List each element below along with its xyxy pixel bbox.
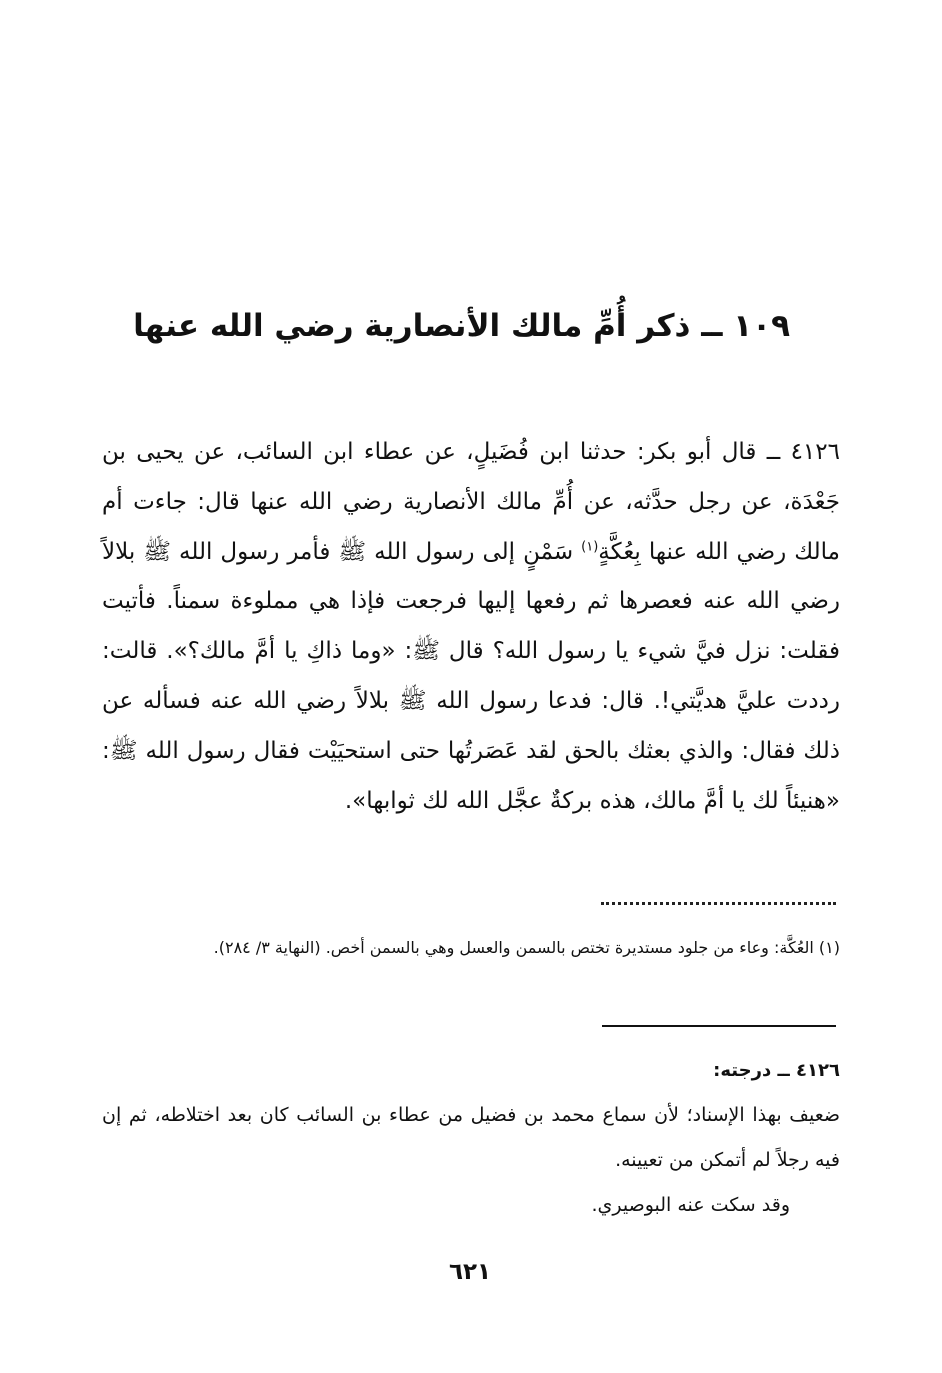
grading-heading: ٤١٢٦ ــ درجته: [713, 1060, 840, 1081]
footnote [102, 930, 840, 966]
grading-separator-line [602, 1025, 836, 1027]
grading-section [102, 1048, 840, 1228]
hadith-text-part1: ٤١٢٦ ــ قال أبو بكر: حدثنا ابن فُضَيلٍ، عن عطاء ابن السائب، عن يحيى بن جَعْدَة، عن رجل حدَّثه، عن أُمِّ مالك الأنصارية رضي الله عنها قال: جاءت أم مالك رضي الله عنها بِعُكَّةٍ [102, 439, 840, 565]
grading-note: وقد سكت عنه البوصيري. [591, 1194, 790, 1216]
footnote-reference[interactable]: (١) [581, 538, 599, 554]
footnote-separator-dotted [601, 902, 836, 905]
hadith-paragraph [102, 428, 840, 826]
hadith-text [102, 428, 840, 826]
chapter-title: ١٠٩ ــ ذكر أُمِّ مالك الأنصارية رضي الله عنها [133, 308, 790, 344]
footnote-text: (١) العُكَّة: وعاء من جلود مستديرة تختص بالسمن والعسل وهي بالسمن أخص. (النهاية ٣/ ٢٨٤). [213, 938, 840, 957]
hadith-text-part2: سَمْنٍ إلى رسول الله ﷺ فأمر رسول الله ﷺ بلالاً رضي الله عنه فعصرها ثم رفعها إليها فرجعت فإذا هي مملوءة سمناً. فأتيت فقلت: نزل فيَّ شيء يا رسول الله؟ قال ﷺ: «وما ذاكِ يا أمَّ مالك؟». قالت: رددت عليَّ هديَّتي!. قال: فدعا رسول الله ﷺ بلالاً رضي الله عنه فسأله عن ذلك فقال: والذي بعثك بالحق لقد عَصَرتُها حتى استحيَيْت فقال رسول الله ﷺ: «هنيئاً لك يا أمَّ مالك، هذه بركةٌ عجَّل الله لك ثوابها». [102, 538, 840, 814]
page-number: ٦٢١ [448, 1259, 492, 1285]
grading-text: ضعيف بهذا الإسناد؛ لأن سماع محمد بن فضيل من عطاء بن السائب كان بعد اختلاطه، ثم إن فيه رجلاً لم أتمكن من تعيينه. [102, 1104, 840, 1171]
